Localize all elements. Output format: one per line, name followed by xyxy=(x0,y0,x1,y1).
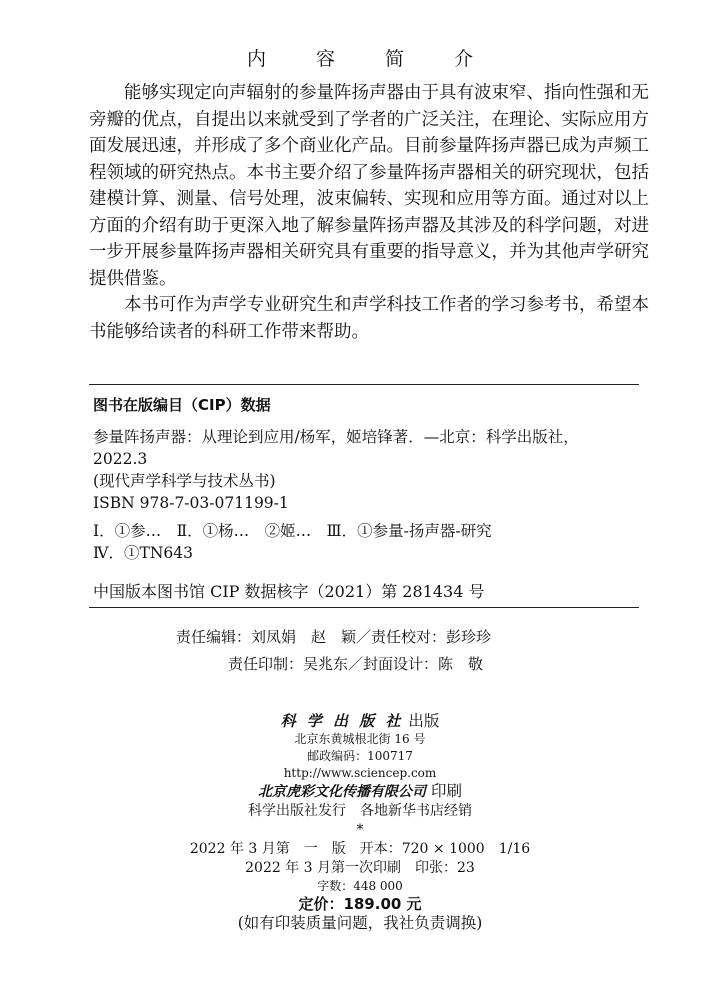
imprint-block xyxy=(0,712,720,933)
printer-suffix: 印刷 xyxy=(430,782,462,800)
printer-line xyxy=(0,782,720,802)
page-title: 内 容 简 介 xyxy=(246,48,496,70)
printer-name: 北京虎彩文化传播有限公司 xyxy=(258,784,427,800)
cip-line-title: 参量阵扬声器：从理论到应用/杨军，姬培锋著．—北京：科学出版社， xyxy=(93,428,579,446)
cip-record xyxy=(93,426,643,564)
cip-bottom-rule xyxy=(89,607,639,608)
editors-block xyxy=(0,624,720,678)
cip-line-isbn: ISBN 978-7-03-071199-1 xyxy=(93,494,289,512)
editors-line-1: 责任编辑：刘凤娟 赵 颖／责任校对：彭珍珍 xyxy=(176,628,492,646)
intro-paragraph-1: 能够实现定向声辐射的参量阵扬声器由于具有波束窄、指向性强和无旁瓣的优点，自提出以来就受到了学者的广泛关注，在理论、实际应用方面发展迅速，并形成了多个商业化产品。目前参量阵扬声器已成为声频工程领域的研究热点。本书主要介绍了参量阵扬声器相关的研究现状，包括建模计算、测量、信号处理，波束偏转、实现和应用等方面。通过对以上方面的介绍有助于更深入地了解参量阵扬声器及其涉及的科学问题，对进一步开展参量阵扬声器相关研究具有重要的指导意义，并为其他声学研究提供借鉴。 xyxy=(89,83,649,289)
cip-line-year: 2022.3 xyxy=(93,450,148,468)
price-line: 定价：189.00 元 xyxy=(298,895,422,913)
wordcount-line: 字数：448 000 xyxy=(317,879,403,893)
editors-line-2: 责任印制：吴兆东／封面设计：陈 敬 xyxy=(228,655,484,673)
publisher-website: http://www.sciencep.com xyxy=(283,766,437,780)
publisher-address: 北京东黄城根北街 16 号 xyxy=(294,732,426,746)
cip-heading: 图书在版编目（CIP）数据 xyxy=(93,396,271,414)
quality-note: (如有印装质量问题，我社负责调换) xyxy=(237,914,483,932)
cip-line-classification: Ⅳ．①TN643 xyxy=(93,544,193,562)
separator-star: * xyxy=(356,822,364,838)
distribution-line: 科学出版社发行 各地新华书店经销 xyxy=(248,803,472,819)
printing-line: 2022 年 3 月第一次印刷 印张：23 xyxy=(245,860,475,876)
cip-line-subjects: Ⅰ．①参… Ⅱ．①杨… ②姬… Ⅲ．①参量-扬声器-研究 xyxy=(93,522,492,540)
cip-line-series: (现代声学科学与技术丛书) xyxy=(93,472,276,490)
intro-text xyxy=(89,80,649,345)
publisher-line xyxy=(0,712,720,731)
publisher-suffix: 出版 xyxy=(408,712,440,730)
publisher-postcode: 邮政编码：100717 xyxy=(307,749,413,763)
intro-paragraph-2: 本书可作为声学专业研究生和声学科技工作者的学习参考书，希望本书能够给读者的科研工作带来帮助。 xyxy=(89,295,649,342)
cip-footer: 中国版本图书馆 CIP 数据核字（2021）第 281434 号 xyxy=(93,582,485,601)
cip-top-rule xyxy=(89,384,639,385)
publisher-name: 科 学 出 版 社 xyxy=(280,712,404,730)
edition-line: 2022 年 3 月第 一 版 开本：720 × 1000 1/16 xyxy=(189,841,531,857)
